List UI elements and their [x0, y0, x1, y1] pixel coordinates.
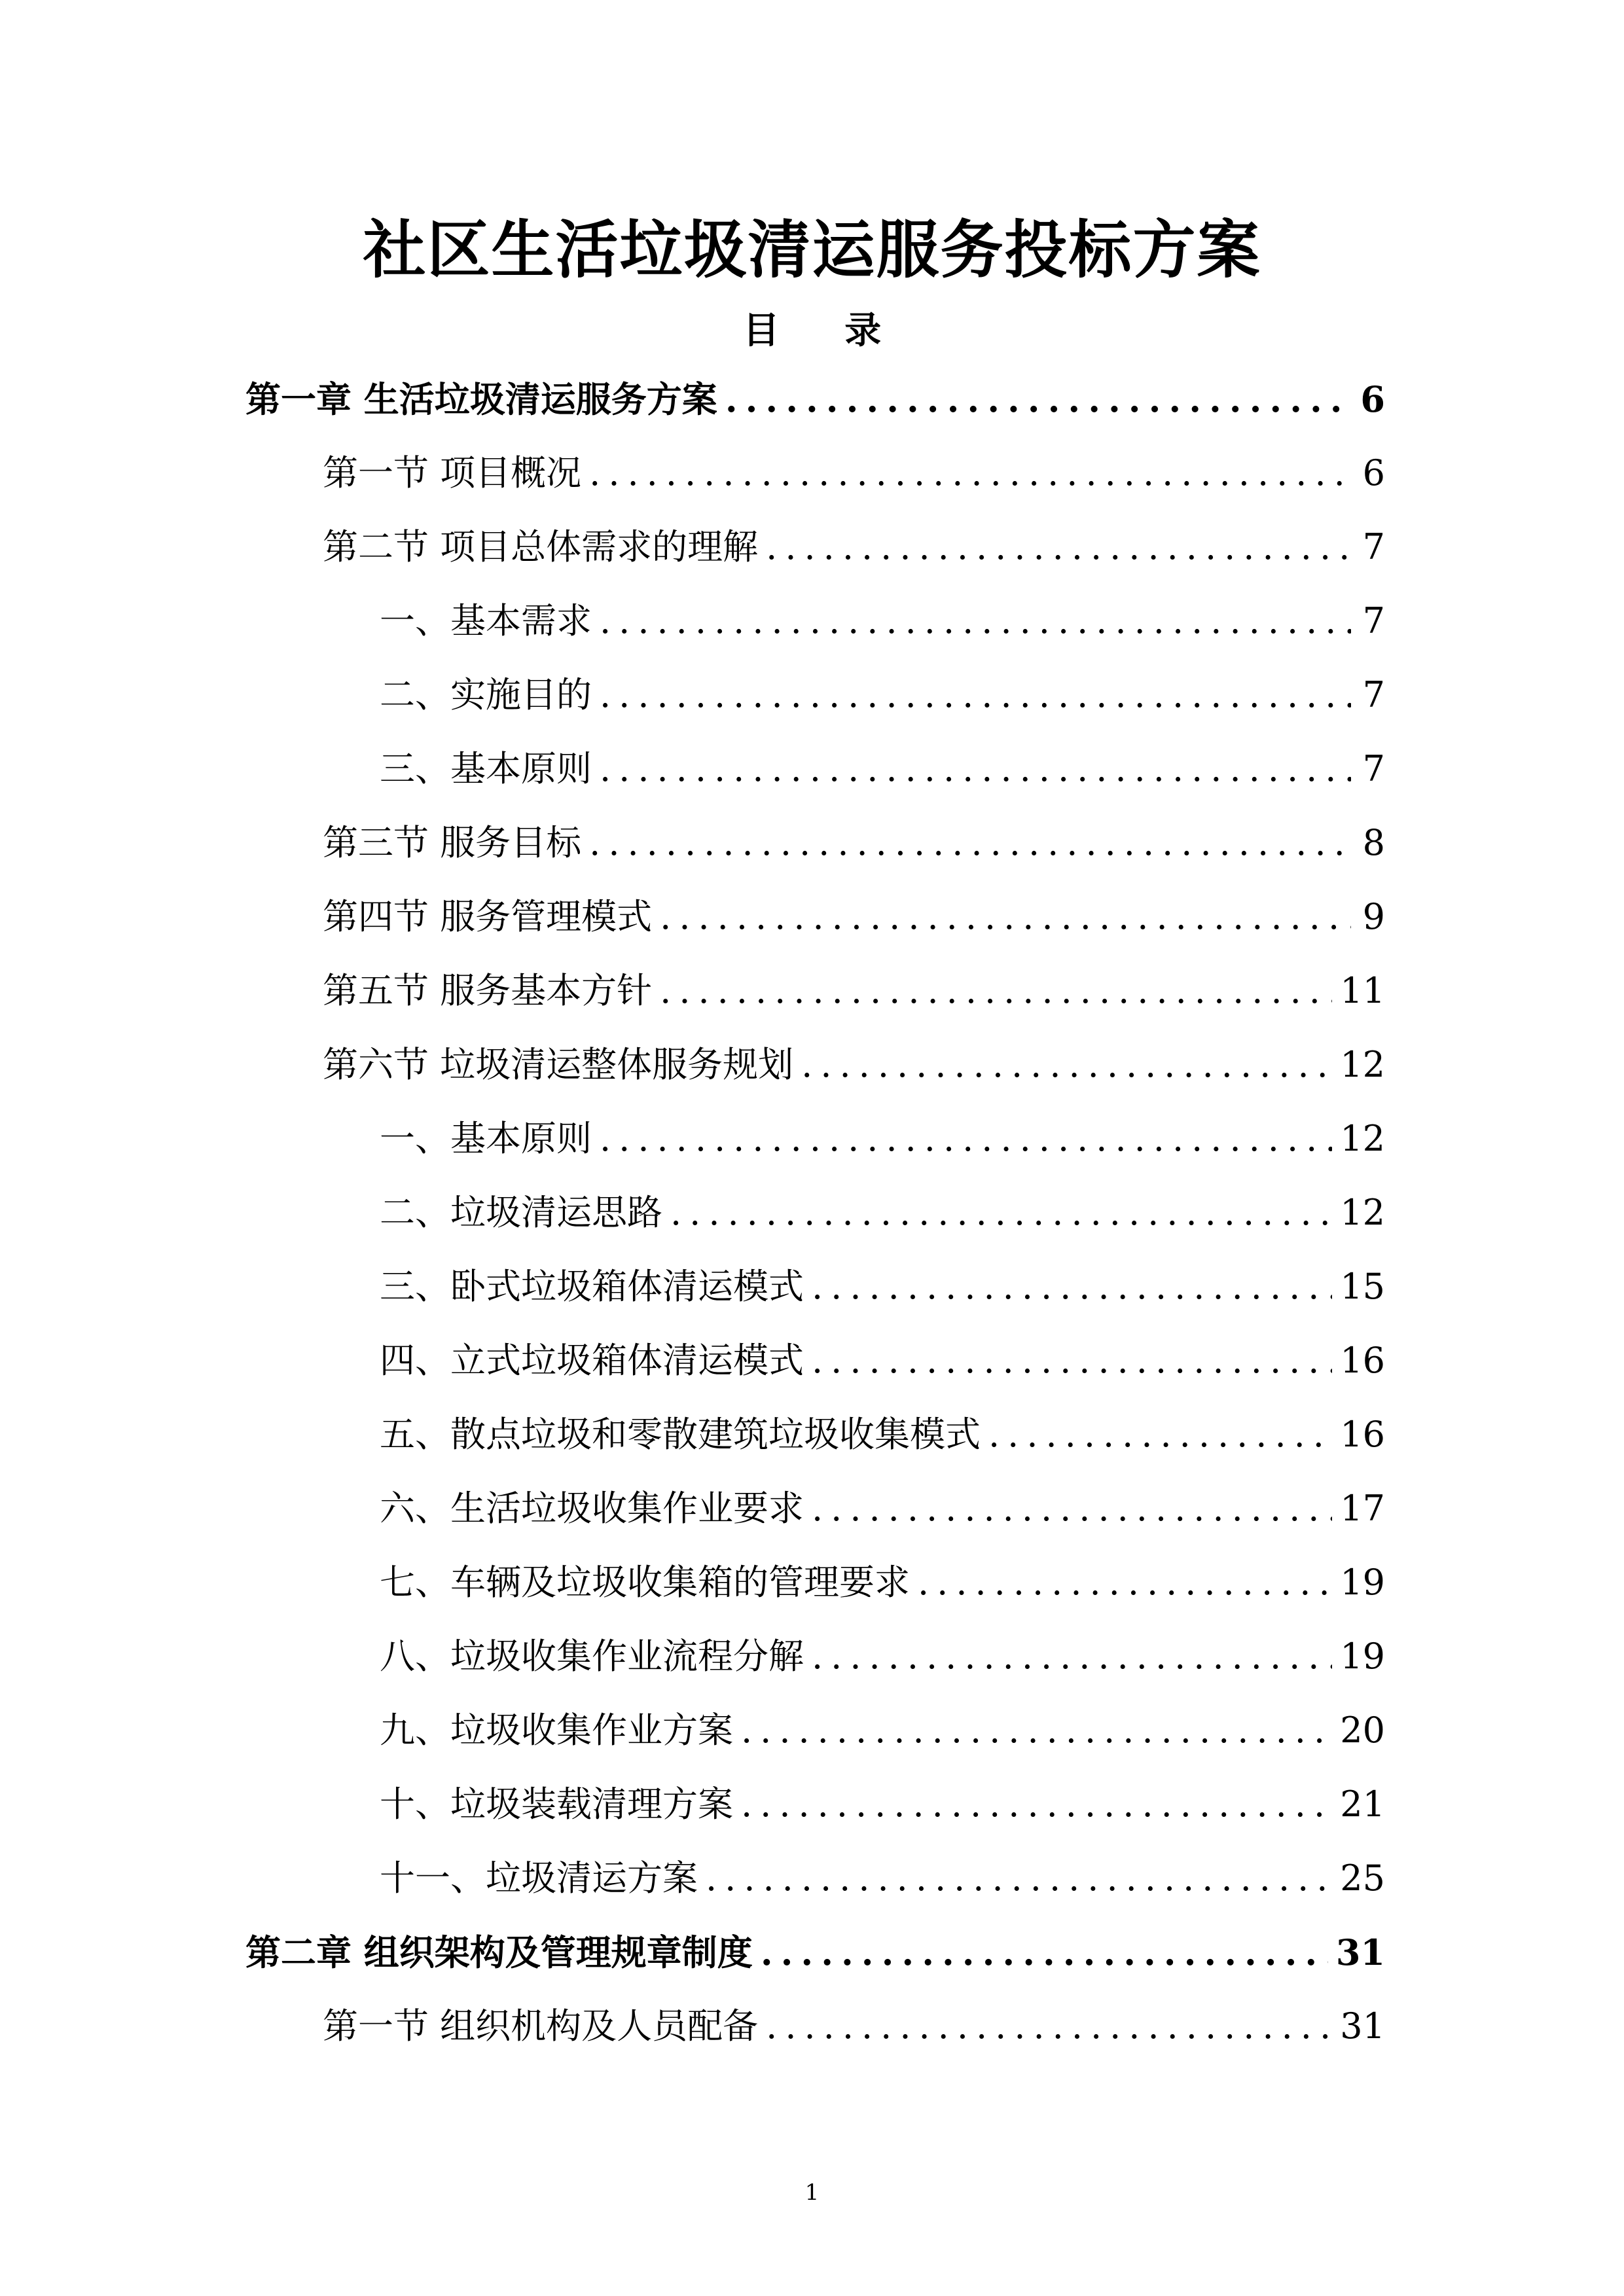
toc-entry-page: 6: [1362, 452, 1385, 493]
toc-heading-text: 目 录: [742, 309, 908, 352]
toc-entry-text: 八、垃圾收集作业流程分解: [380, 1636, 804, 1677]
toc-entry-subsection[interactable]: [380, 1109, 1385, 1168]
toc-leader-dots: [801, 1035, 1332, 1094]
toc-entry-text: 五、散点垃圾和零散建筑垃圾收集模式: [380, 1414, 981, 1455]
toc-leader-dots: [600, 666, 1351, 725]
toc-leader-dots: [600, 1109, 1332, 1168]
toc-entry-section[interactable]: [323, 961, 1385, 1020]
toc-entry-subsection[interactable]: [380, 1405, 1385, 1464]
toc-entry-text: 十一、垃圾清运方案: [380, 1857, 698, 1899]
toc-entry-page: 16: [1340, 1414, 1385, 1455]
toc-entry-subsection[interactable]: [380, 1257, 1385, 1316]
toc-entry-text: 第一节 组织机构及人员配备: [323, 2005, 759, 2047]
toc-entry-page: 19: [1340, 1636, 1385, 1677]
toc-entry-text: 第一章 生活垃圾清运服务方案: [245, 378, 717, 420]
toc-entry-text: 第二节 项目总体需求的理解: [323, 526, 759, 567]
document-title: 社区生活垃圾清运服务投标方案: [363, 213, 1261, 287]
toc-entry-page: 8: [1362, 822, 1385, 863]
toc-entry-page: 20: [1340, 1710, 1385, 1751]
toc-leader-dots: [812, 1257, 1332, 1316]
toc-entry-subsection[interactable]: [380, 666, 1385, 725]
toc-entry-text: 四、立式垃圾箱体清运模式: [380, 1340, 804, 1381]
toc-leader-dots: [670, 1183, 1332, 1242]
toc-leader-dots: [706, 1849, 1332, 1908]
toc-leader-dots: [589, 814, 1351, 872]
toc-entry-text: 二、实施目的: [380, 674, 592, 715]
toc-entry-page: 7: [1362, 674, 1385, 715]
toc-entry-section[interactable]: [323, 518, 1385, 577]
toc-entry-subsection[interactable]: [380, 592, 1385, 651]
toc-entry-text: 第三节 服务目标: [323, 822, 582, 863]
toc-entry-page: 16: [1340, 1340, 1385, 1381]
toc-leader-dots: [918, 1553, 1332, 1612]
toc-entry-text: 一、基本原则: [380, 1118, 592, 1159]
toc-entry-page: 12: [1340, 1044, 1385, 1085]
toc-entry-text: 一、基本需求: [380, 600, 592, 641]
toc-entry-page: 31: [1340, 2005, 1385, 2047]
toc-entry-text: 第四节 服务管理模式: [323, 896, 653, 937]
toc-entry-page: 12: [1340, 1118, 1385, 1159]
toc-entry-chapter[interactable]: [245, 370, 1385, 429]
toc-entry-chapter[interactable]: [245, 1923, 1385, 1982]
toc-leader-dots: [766, 518, 1351, 577]
toc-entry-subsection[interactable]: [380, 1775, 1385, 1834]
toc-entry-section[interactable]: [323, 814, 1385, 872]
toc-entry-section[interactable]: [323, 888, 1385, 946]
toc-entry-subsection[interactable]: [380, 1701, 1385, 1760]
toc-leader-dots: [741, 1775, 1332, 1834]
toc-entry-text: 十、垃圾装载清理方案: [380, 1784, 733, 1825]
toc-entry-text: 三、卧式垃圾箱体清运模式: [380, 1266, 804, 1307]
toc-leader-dots: [741, 1701, 1332, 1760]
toc-entry-text: 第六节 垃圾清运整体服务规划: [323, 1044, 794, 1085]
toc-leader-dots: [660, 888, 1351, 946]
toc-entry-page: 9: [1362, 896, 1385, 937]
toc-entry-page: 25: [1340, 1857, 1385, 1899]
toc-entry-page: 17: [1340, 1488, 1385, 1529]
toc-leader-dots: [725, 370, 1351, 429]
toc-leader-dots: [766, 1997, 1332, 2056]
toc-entry-subsection[interactable]: [380, 1627, 1385, 1686]
toc-entry-text: 二、垃圾清运思路: [380, 1192, 662, 1233]
toc-entry-subsection[interactable]: [380, 1849, 1385, 1908]
toc-entry-subsection[interactable]: [380, 1479, 1385, 1538]
toc-entry-section[interactable]: [323, 444, 1385, 503]
toc-entry-subsection[interactable]: [380, 1331, 1385, 1390]
toc-entry-text: 第一节 项目概况: [323, 452, 582, 493]
toc-leader-dots: [812, 1479, 1332, 1538]
toc-entry-section[interactable]: [323, 1035, 1385, 1094]
toc-entry-page: 21: [1340, 1784, 1385, 1825]
toc-leader-dots: [600, 592, 1351, 651]
toc-entry-text: 六、生活垃圾收集作业要求: [380, 1488, 804, 1529]
toc-entry-subsection[interactable]: [380, 1183, 1385, 1242]
toc-leader-dots: [812, 1331, 1332, 1390]
toc-entry-text: 九、垃圾收集作业方案: [380, 1710, 733, 1751]
toc-leader-dots: [600, 740, 1351, 798]
toc-entry-page: 7: [1362, 526, 1385, 567]
toc-leader-dots: [589, 444, 1351, 503]
toc-leader-dots: [988, 1405, 1332, 1464]
toc-entry-page: 7: [1362, 600, 1385, 641]
toc-entry-text: 三、基本原则: [380, 748, 592, 789]
toc-entry-page: 6: [1360, 378, 1385, 420]
toc-entry-page: 12: [1340, 1192, 1385, 1233]
toc-entry-text: 第二章 组织架构及管理规章制度: [245, 1931, 753, 1973]
toc-entry-page: 31: [1335, 1931, 1385, 1973]
toc-entry-subsection[interactable]: [380, 740, 1385, 798]
toc-entry-text: 七、车辆及垃圾收集箱的管理要求: [380, 1562, 910, 1603]
toc-entry-text: 第五节 服务基本方针: [323, 970, 653, 1011]
toc-leader-dots: [761, 1923, 1328, 1982]
toc-entry-section[interactable]: [323, 1997, 1385, 2056]
toc-entry-page: 15: [1340, 1266, 1385, 1307]
toc-leader-dots: [812, 1627, 1332, 1686]
toc-leader-dots: [660, 961, 1332, 1020]
toc-entry-page: 11: [1340, 970, 1385, 1011]
toc-entry-page: 19: [1340, 1562, 1385, 1603]
toc-entry-page: 7: [1362, 748, 1385, 789]
page-number: 1: [804, 2179, 820, 2206]
toc-entry-subsection[interactable]: [380, 1553, 1385, 1612]
